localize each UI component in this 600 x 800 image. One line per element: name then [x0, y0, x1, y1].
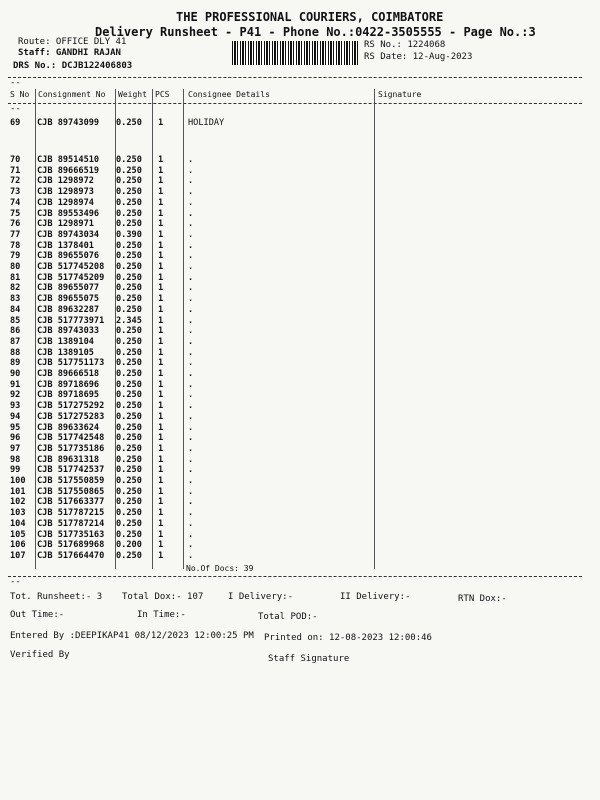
- cell-details: .: [188, 454, 194, 465]
- cell-consignment: CJB 89633624: [37, 422, 100, 433]
- cell-sno: 70: [10, 155, 21, 165]
- cell-details: .: [188, 208, 194, 219]
- cell-weight: 0.250: [116, 262, 142, 272]
- cell-details: .: [188, 550, 194, 561]
- column-rule: [183, 89, 184, 569]
- in-time: In Time:-: [137, 610, 186, 620]
- top-marker: --: [10, 104, 21, 114]
- verified-by: Verified By: [10, 650, 70, 660]
- cell-pcs: 1: [158, 347, 164, 358]
- cell-sno: 83: [10, 294, 21, 305]
- cell-consignment: CJB 89631318: [37, 454, 100, 465]
- rtn-dox: RTN Dox:-: [458, 594, 507, 604]
- docs-count: No.Of Docs: 39: [186, 564, 254, 573]
- cell-weight: 0.250: [116, 294, 142, 305]
- cell-consignment: CJB 517742548: [37, 433, 105, 444]
- cell-sno: 72: [10, 176, 21, 187]
- staff-label: Staff: GANDHI RAJAN: [18, 48, 121, 58]
- cell-pcs: 1: [158, 550, 164, 561]
- cell-pcs: 1: [158, 336, 164, 347]
- cell-details: .: [188, 272, 194, 283]
- cell-weight: 0.250: [116, 379, 142, 390]
- cell-sno: 82: [10, 283, 21, 294]
- cell-sno: 105: [10, 529, 26, 540]
- cell-pcs: 1: [158, 240, 164, 251]
- cell-weight: 0.250: [116, 433, 142, 444]
- cell-details: .: [188, 422, 194, 433]
- cell-sno: 89: [10, 358, 21, 369]
- cell-consignment: CJB 89718695: [37, 390, 100, 401]
- cell-weight: 0.250: [116, 497, 142, 508]
- cell-sno: 90: [10, 369, 21, 379]
- divider: [8, 103, 582, 104]
- cell-details: .: [188, 294, 194, 305]
- cell-details: .: [188, 176, 194, 187]
- rs-date: RS Date: 12-Aug-2023: [364, 52, 473, 62]
- cell-sno: 79: [10, 251, 21, 262]
- cell-details: .: [188, 187, 194, 198]
- cell-sno: 77: [10, 229, 21, 240]
- cell-pcs: 1: [158, 315, 164, 326]
- i-delivery: I Delivery:-: [228, 592, 294, 602]
- total-dox: Total Dox:- 107: [122, 592, 204, 602]
- cell-details: .: [188, 219, 194, 230]
- cell-sno: 78: [10, 240, 21, 251]
- cell-pcs: 1: [158, 262, 164, 272]
- cell-sno: 103: [10, 508, 26, 519]
- cell-details: .: [188, 379, 194, 390]
- cell-weight: 0.250: [116, 272, 142, 283]
- cell-weight: 0.250: [116, 369, 142, 379]
- cell-pcs: 1: [158, 251, 164, 262]
- cell-consignment: CJB 517745209: [37, 272, 105, 283]
- cell-details: .: [188, 336, 194, 347]
- cell-consignment: CJB 1378401: [37, 240, 94, 251]
- bottom-marker: --: [10, 577, 21, 587]
- col-pcs: PCS: [155, 90, 170, 99]
- cell-sno: 75: [10, 208, 21, 219]
- cell-pcs: 1: [158, 433, 164, 444]
- printed-on: Printed on: 12-08-2023 12:00:46: [264, 633, 432, 643]
- cell-weight: 0.250: [116, 118, 142, 128]
- cell-pcs: 1: [158, 465, 164, 476]
- cell-details: .: [188, 497, 194, 508]
- cell-weight: 0.250: [116, 165, 142, 176]
- cell-sno: 98: [10, 454, 21, 465]
- divider: [8, 576, 582, 577]
- cell-details: .: [188, 518, 194, 529]
- cell-pcs: 1: [158, 304, 164, 315]
- cell-sno: 69: [10, 118, 21, 128]
- cell-sno: 101: [10, 486, 26, 497]
- cell-pcs: 1: [158, 529, 164, 540]
- cell-details: .: [188, 326, 194, 337]
- cell-pcs: 1: [158, 197, 164, 208]
- cell-weight: 0.250: [116, 465, 142, 476]
- cell-details: .: [188, 390, 194, 401]
- cell-details: .: [188, 155, 194, 165]
- cell-sno: 92: [10, 390, 21, 401]
- cell-consignment: CJB 517773971: [37, 315, 105, 326]
- cell-consignment: CJB 1298973: [37, 187, 94, 198]
- cell-pcs: 1: [158, 369, 164, 379]
- cell-sno: 88: [10, 347, 21, 358]
- cell-sno: 81: [10, 272, 21, 283]
- cell-consignment: CJB 517735186: [37, 443, 105, 454]
- cell-pcs: 1: [158, 294, 164, 305]
- cell-details: .: [188, 165, 194, 176]
- cell-pcs: 1: [158, 443, 164, 454]
- cell-consignment: CJB 517550865: [37, 486, 105, 497]
- cell-weight: 0.250: [116, 208, 142, 219]
- rs-number: RS No.: 1224068: [364, 40, 446, 50]
- cell-consignment: CJB 517745208: [37, 262, 105, 272]
- cell-weight: 2.345: [116, 315, 142, 326]
- cell-weight: 0.250: [116, 476, 142, 486]
- cell-pcs: 1: [158, 187, 164, 198]
- cell-consignment: CJB 89666518: [37, 369, 100, 379]
- drs-number: DRS No.: DCJB122406803: [13, 61, 133, 71]
- cell-consignment: CJB 89718696: [37, 379, 100, 390]
- cell-pcs: 1: [158, 155, 164, 165]
- cell-details: .: [188, 240, 194, 251]
- cell-consignment: CJB 1389105: [37, 347, 94, 358]
- cell-consignment: CJB 517735163: [37, 529, 105, 540]
- cell-sno: 104: [10, 518, 26, 529]
- cell-pcs: 1: [158, 229, 164, 240]
- cell-sno: 91: [10, 379, 21, 390]
- cell-sno: 93: [10, 401, 21, 412]
- cell-pcs: 1: [158, 540, 164, 551]
- cell-consignment: CJB 89666519: [37, 165, 100, 176]
- cell-consignment: CJB 1298972: [37, 176, 94, 187]
- cell-details: .: [188, 486, 194, 497]
- cell-details: .: [188, 197, 194, 208]
- cell-consignment: CJB 89743099: [37, 118, 100, 128]
- cell-weight: 0.250: [116, 219, 142, 230]
- cell-weight: 0.250: [116, 251, 142, 262]
- cell-weight: 0.250: [116, 347, 142, 358]
- col-consignment: Consignment No: [38, 90, 106, 99]
- divider: [8, 77, 582, 78]
- cell-consignment: CJB 89655076: [37, 251, 100, 262]
- tot-runsheet: Tot. Runsheet:- 3: [10, 592, 103, 602]
- cell-sno: 95: [10, 422, 21, 433]
- entered-by: Entered By :DEEPIKAP41 08/12/2023 12:00:25 PM: [10, 631, 254, 641]
- cell-consignment: CJB 1298971: [37, 219, 94, 230]
- top-marker: --: [10, 78, 21, 88]
- cell-weight: 0.250: [116, 550, 142, 561]
- cell-details: .: [188, 411, 194, 422]
- cell-sno: 102: [10, 497, 26, 508]
- cell-details: .: [188, 529, 194, 540]
- cell-weight: 0.250: [116, 411, 142, 422]
- company-name: THE PROFESSIONAL COURIERS, COIMBATORE: [176, 10, 444, 24]
- cell-details: .: [188, 540, 194, 551]
- cell-details: .: [188, 508, 194, 519]
- column-rule: [374, 89, 375, 569]
- cell-details: .: [188, 347, 194, 358]
- cell-consignment: CJB 89743033: [37, 326, 100, 337]
- cell-pcs: 1: [158, 411, 164, 422]
- cell-consignment: CJB 89514510: [37, 155, 100, 165]
- cell-details: .: [188, 262, 194, 272]
- cell-weight: 0.250: [116, 304, 142, 315]
- cell-pcs: 1: [158, 326, 164, 337]
- col-weight: Weight: [118, 90, 147, 99]
- cell-weight: 0.250: [116, 336, 142, 347]
- cell-pcs: 1: [158, 272, 164, 283]
- cell-consignment: CJB 517275292: [37, 401, 105, 412]
- cell-consignment: CJB 517664470: [37, 550, 105, 561]
- cell-pcs: 1: [158, 401, 164, 412]
- cell-consignment: CJB 89743034: [37, 229, 100, 240]
- cell-pcs: 1: [158, 165, 164, 176]
- runsheet-title: Delivery Runsheet - P41 - Phone No.:0422-3505555 - Page No.:3: [95, 25, 536, 39]
- cell-weight: 0.250: [116, 422, 142, 433]
- cell-sno: 106: [10, 540, 26, 551]
- staff-signature: Staff Signature: [268, 654, 350, 664]
- cell-consignment: CJB 517787215: [37, 508, 105, 519]
- barcode-image: [232, 41, 358, 65]
- cell-weight: 0.250: [116, 326, 142, 337]
- col-sno: S No: [10, 90, 30, 99]
- cell-weight: 0.250: [116, 240, 142, 251]
- cell-pcs: 1: [158, 518, 164, 529]
- cell-details: .: [188, 315, 194, 326]
- cell-sno: 100: [10, 476, 26, 486]
- cell-pcs: 1: [158, 379, 164, 390]
- cell-sno: 76: [10, 219, 21, 230]
- cell-weight: 0.250: [116, 176, 142, 187]
- cell-pcs: 1: [158, 176, 164, 187]
- cell-weight: 0.250: [116, 454, 142, 465]
- cell-weight: 0.250: [116, 358, 142, 369]
- cell-pcs: 1: [158, 219, 164, 230]
- route-label: Route: OFFICE DLY 41: [18, 37, 127, 47]
- cell-details: .: [188, 401, 194, 412]
- cell-consignment: CJB 517663377: [37, 497, 105, 508]
- cell-consignment: CJB 89655077: [37, 283, 100, 294]
- column-rule: [152, 89, 153, 569]
- cell-weight: 0.250: [116, 155, 142, 165]
- cell-weight: 0.250: [116, 508, 142, 519]
- col-details: Consignee Details: [188, 90, 270, 99]
- cell-pcs: 1: [158, 422, 164, 433]
- cell-pcs: 1: [158, 476, 164, 486]
- cell-pcs: 1: [158, 390, 164, 401]
- cell-sno: 97: [10, 443, 21, 454]
- cell-consignment: CJB 89632287: [37, 304, 100, 315]
- ii-delivery: II Delivery:-: [340, 592, 411, 602]
- cell-consignment: CJB 517550859: [37, 476, 105, 486]
- cell-sno: 73: [10, 187, 21, 198]
- cell-weight: 0.250: [116, 197, 142, 208]
- cell-sno: 74: [10, 197, 21, 208]
- cell-details: .: [188, 304, 194, 315]
- cell-pcs: 1: [158, 283, 164, 294]
- table-header: [10, 90, 600, 101]
- cell-consignment: CJB 517787214: [37, 518, 105, 529]
- cell-weight: 0.250: [116, 187, 142, 198]
- cell-pcs: 1: [158, 454, 164, 465]
- cell-weight: 0.250: [116, 401, 142, 412]
- cell-consignment: CJB 89655075: [37, 294, 100, 305]
- cell-weight: 0.390: [116, 229, 142, 240]
- cell-details: .: [188, 433, 194, 444]
- cell-sno: 84: [10, 304, 21, 315]
- cell-sno: 85: [10, 315, 21, 326]
- total-pod: Total POD:-: [258, 612, 318, 622]
- cell-details: .: [188, 358, 194, 369]
- cell-sno: 86: [10, 326, 21, 337]
- cell-pcs: 1: [158, 208, 164, 219]
- cell-sno: 107: [10, 550, 26, 561]
- column-rule: [35, 89, 36, 569]
- cell-details: .: [188, 369, 194, 379]
- col-signature: Signature: [378, 90, 422, 99]
- cell-pcs: 1: [158, 508, 164, 519]
- cell-weight: 0.250: [116, 283, 142, 294]
- cell-details: .: [188, 465, 194, 476]
- cell-weight: 0.200: [116, 540, 142, 551]
- cell-weight: 0.250: [116, 390, 142, 401]
- cell-details: .: [188, 283, 194, 294]
- cell-details: .: [188, 251, 194, 262]
- cell-consignment: CJB 517275283: [37, 411, 105, 422]
- cell-pcs: 1: [158, 497, 164, 508]
- cell-consignment: CJB 517689968: [37, 540, 105, 551]
- cell-weight: 0.250: [116, 486, 142, 497]
- cell-consignment: CJB 517742537: [37, 465, 105, 476]
- cell-pcs: 1: [158, 118, 164, 128]
- cell-consignment: CJB 1389104: [37, 336, 94, 347]
- cell-details: .: [188, 229, 194, 240]
- cell-sno: 96: [10, 433, 21, 444]
- cell-consignment: CJB 89553496: [37, 208, 100, 219]
- out-time: Out Time:-: [10, 610, 65, 620]
- cell-details: HOLIDAY: [188, 118, 225, 128]
- cell-sno: 87: [10, 336, 21, 347]
- cell-details: .: [188, 443, 194, 454]
- cell-weight: 0.250: [116, 443, 142, 454]
- cell-sno: 99: [10, 465, 21, 476]
- cell-pcs: 1: [158, 486, 164, 497]
- cell-consignment: CJB 1298974: [37, 197, 94, 208]
- cell-pcs: 1: [158, 358, 164, 369]
- cell-sno: 94: [10, 411, 21, 422]
- cell-sno: 80: [10, 262, 21, 272]
- cell-weight: 0.250: [116, 518, 142, 529]
- cell-consignment: CJB 517751173: [37, 358, 105, 369]
- cell-weight: 0.250: [116, 529, 142, 540]
- cell-details: .: [188, 476, 194, 486]
- cell-sno: 71: [10, 165, 21, 176]
